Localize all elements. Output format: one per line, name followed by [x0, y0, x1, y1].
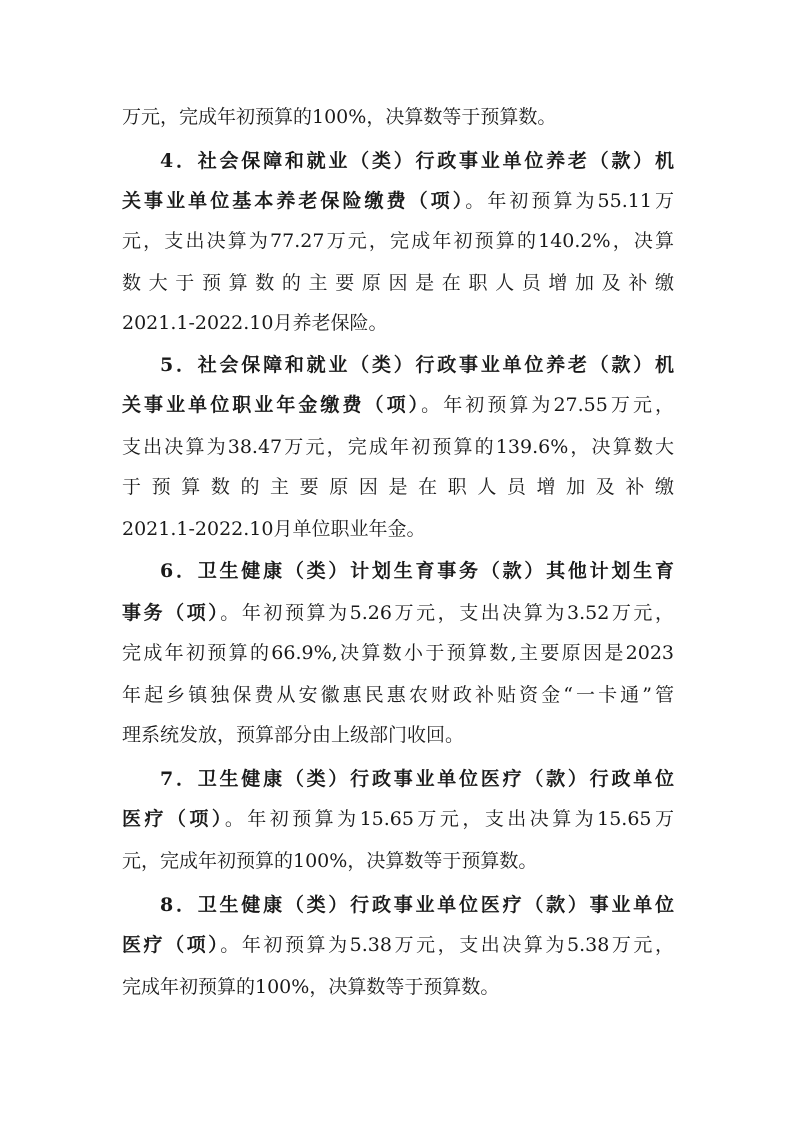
line-text: 2021.1-2022.10月单位职业年金。 [122, 518, 426, 540]
item-7-heading [160, 762, 674, 796]
line-text: 。年初预算为27.55万元， [421, 394, 674, 416]
line-text: 万元，完成年初预算的100%，决算数等于预算数。 [122, 106, 557, 128]
item-4-title: 4．社会保障和就业（类）行政事业单位养老（款）机 [160, 150, 674, 172]
line-text: 支出决算为38.47万元，完成年初预算的139.6%，决算数大 [122, 436, 674, 458]
line-text: 。年初预算为5.26万元，支出决算为3.52万元， [220, 602, 674, 624]
line-text: 。年初预算为15.65万元，支出决算为15.65万 [224, 808, 674, 830]
paragraph-line [122, 636, 674, 670]
paragraph-line [122, 100, 674, 134]
item-5-title-cont: 关事业单位职业年金缴费（项） [122, 394, 422, 416]
line-text: 完成年初预算的66.9%,决算数小于预算数,主要原因是2023 [122, 642, 674, 664]
line-text: 理系统发放，预算部分由上级部门收回。 [122, 724, 465, 746]
item-4-heading [160, 144, 674, 178]
paragraph-line [122, 266, 674, 300]
item-4-title-cont: 关事业单位基本养老保险缴费（项） [122, 190, 466, 212]
line-text: 数大于预算数的主要原因是在职人员增加及补缴 [122, 272, 674, 294]
item-7-title-cont: 医疗（项） [122, 808, 225, 830]
paragraph-line [122, 512, 674, 546]
paragraph-line [122, 388, 674, 422]
paragraph-line [122, 678, 674, 712]
item-6-heading [160, 554, 674, 588]
line-text: 2021.1-2022.10月养老保险。 [122, 312, 388, 334]
paragraph-line [122, 970, 674, 1004]
paragraph-line [122, 928, 674, 962]
item-5-heading [160, 348, 674, 382]
paragraph-line [122, 718, 674, 752]
paragraph-line [122, 470, 674, 504]
paragraph-line [122, 430, 674, 464]
line-text: 。年初预算为5.38万元，支出决算为5.38万元， [220, 934, 674, 956]
line-text: 完成年初预算的100%，决算数等于预算数。 [122, 976, 500, 998]
paragraph-line [122, 224, 674, 258]
line-text: 元，支出决算为77.27万元，完成年初预算的140.2%，决算 [122, 230, 674, 252]
line-text: 元，完成年初预算的100%，决算数等于预算数。 [122, 850, 538, 872]
item-5-title: 5．社会保障和就业（类）行政事业单位养老（款）机 [160, 354, 674, 376]
item-6-title-cont: 事务（项） [122, 602, 221, 624]
item-7-title: 7．卫生健康（类）行政事业单位医疗（款）行政单位 [160, 768, 674, 790]
line-text: 。年初预算为55.11万 [465, 190, 674, 212]
item-8-title: 8．卫生健康（类）行政事业单位医疗（款）事业单位 [160, 894, 674, 916]
item-6-title: 6．卫生健康（类）计划生育事务（款）其他计划生育 [160, 560, 674, 582]
line-text: 年起乡镇独保费从安徽惠民惠农财政补贴资金“一卡通”管 [122, 684, 674, 706]
line-text: 于预算数的主要原因是在职人员增加及补缴 [122, 476, 674, 498]
paragraph-line [122, 844, 674, 878]
paragraph-line [122, 596, 674, 630]
item-8-heading [160, 888, 674, 922]
paragraph-line [122, 184, 674, 218]
paragraph-line [122, 306, 674, 340]
item-8-title-cont: 医疗（项） [122, 934, 221, 956]
paragraph-line [122, 802, 674, 836]
